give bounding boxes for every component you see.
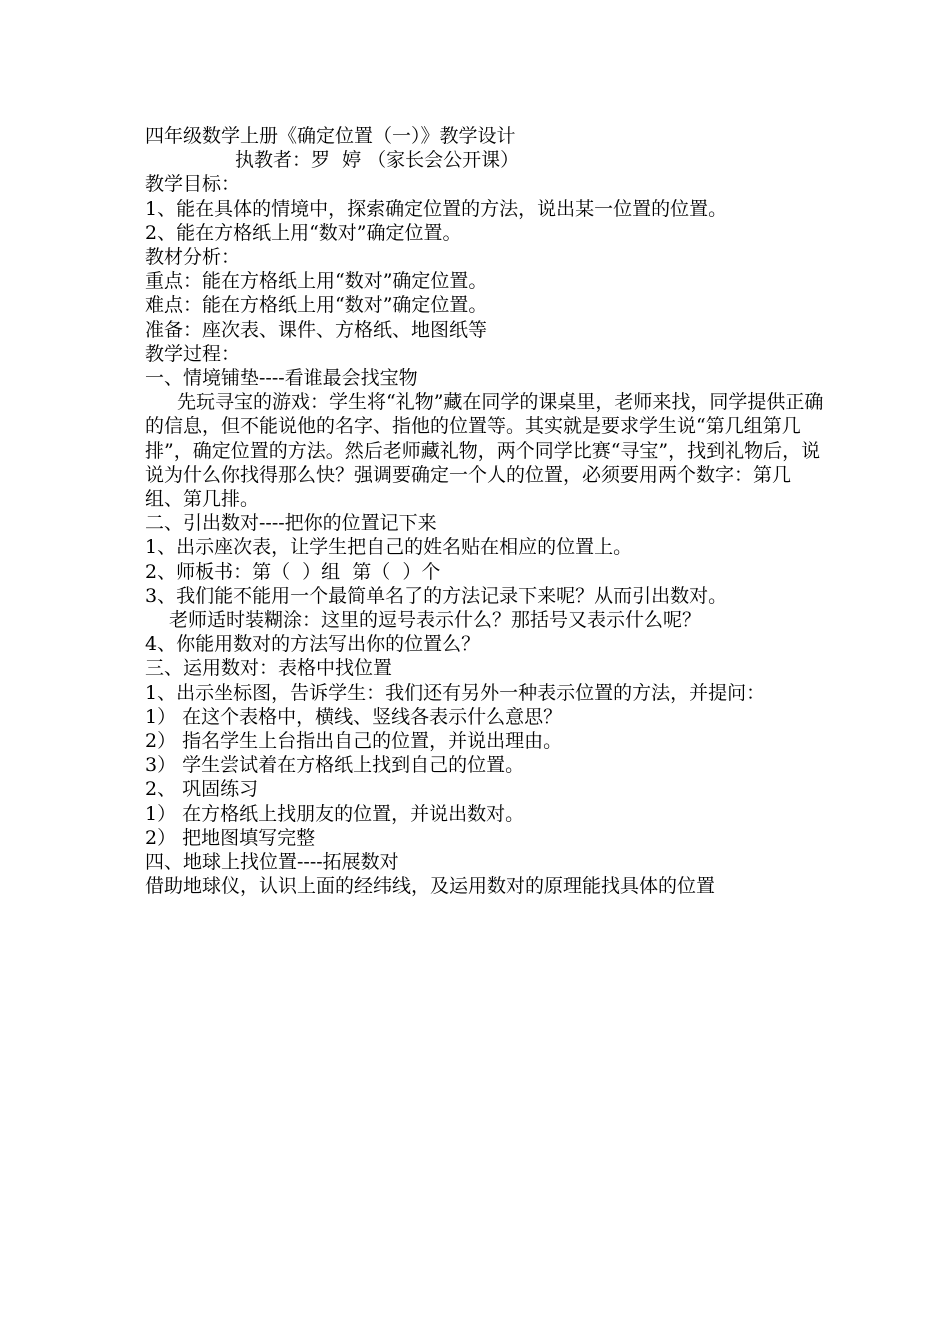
list-item: 1、出示坐标图，告诉学生：我们还有另外一种表示位置的方法，并提问： <box>145 681 766 704</box>
sub-list-item: 3） 学生尝试着在方格纸上找到自己的位置。 <box>145 754 525 777</box>
section-paragraph: 先玩寻宝的游戏：学生将“礼物”藏在同学的课桌里，老师来找，同学提供正确的信息，但不能说他的名字、指他的位置等。其实就是要求学生说“第几组第几排”，确定位置的方法。然后老师藏礼物，两个同学比赛“寻宝”，找到礼物后，说说为什么你找得那么快？强调要确定一个人的位置，必须要用两个数字：第几组、第几排。 <box>145 391 824 511</box>
goal-item: 1、能在具体的情境中，探索确定位置的方法，说出某一位置的位置。 <box>145 197 728 220</box>
list-item: 4、你能用数对的方法写出你的位置么？ <box>145 633 481 656</box>
teacher-note: 老师适时装糊涂：这里的逗号表示什么？那括号又表示什么呢？ <box>169 609 702 632</box>
section-heading: 三、运用数对：表格中找位置 <box>145 657 393 680</box>
list-item: 2、 巩固练习 <box>145 778 259 801</box>
key-point: 重点：能在方格纸上用“数对”确定位置。 <box>145 270 488 293</box>
document-body <box>145 124 825 899</box>
preparation-line: 准备：座次表、课件、方格纸、地图纸等 <box>145 318 488 341</box>
sub-list-item: 2） 指名学生上台指出自己的位置，并说出理由。 <box>145 730 563 753</box>
difficulty-point: 难点：能在方格纸上用“数对”确定位置。 <box>145 294 488 317</box>
goals-heading: 教学目标： <box>145 173 241 196</box>
list-item: 1、出示座次表，让学生把自己的姓名贴在相应的位置上。 <box>145 536 633 559</box>
section-heading: 二、引出数对----把你的位置记下来 <box>145 512 437 535</box>
section-heading: 一、情境铺垫----看谁最会找宝物 <box>145 367 418 390</box>
sub-list-item: 2） 把地图填写完整 <box>145 826 316 849</box>
goal-item: 2、能在方格纸上用“数对”确定位置。 <box>145 221 462 244</box>
sub-list-item: 1） 在方格纸上找朋友的位置，并说出数对。 <box>145 802 525 825</box>
author-line: 执教者：罗 婷 （家长会公开课） <box>235 149 520 172</box>
process-heading: 教学过程： <box>145 342 241 365</box>
sub-list-item: 1） 在这个表格中，横线、竖线各表示什么意思？ <box>145 705 563 728</box>
list-item: 2、师板书：第（ ）组 第（ ）个 <box>145 560 441 583</box>
section-heading: 四、地球上找位置----拓展数对 <box>145 851 399 874</box>
section-paragraph: 借助地球仪，认识上面的经纬线，及运用数对的原理能找具体的位置 <box>145 875 716 898</box>
document-title: 四年级数学上册《确定位置（一）》教学设计 <box>145 125 516 147</box>
analysis-heading: 教材分析： <box>145 246 241 269</box>
list-item: 3、我们能不能用一个最简单名了的方法记录下来呢？从而引出数对。 <box>145 584 728 607</box>
